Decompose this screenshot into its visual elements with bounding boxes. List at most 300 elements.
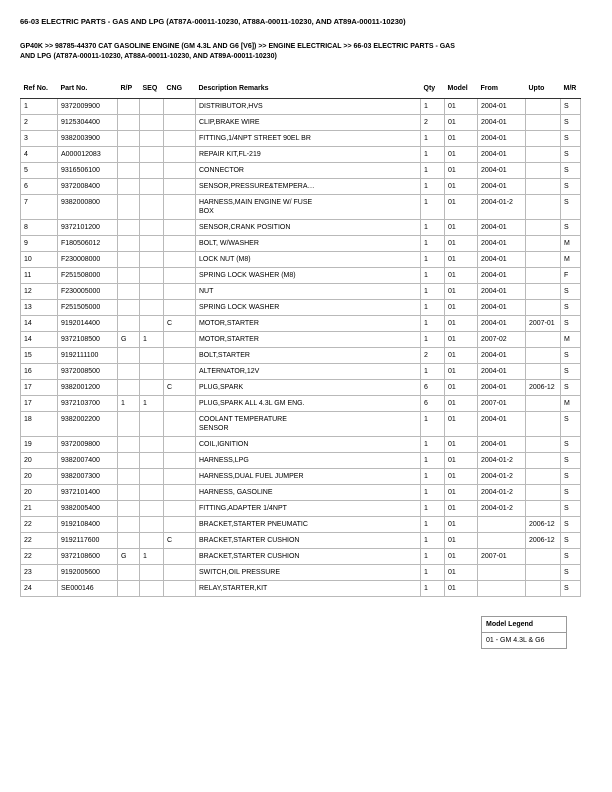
cell-description [196,581,421,597]
cell-qty: 1 [421,437,445,453]
cell-seq [140,501,164,517]
description-text: COIL,IGNITION [199,441,249,448]
cell-model: 01 [445,268,478,284]
cell-rp [118,268,140,284]
description-text: FITTING,1/4NPT STREET 90EL BR [199,135,311,142]
description-text: BRACKET,STARTER CUSHION [199,553,300,560]
cell-seq [140,348,164,364]
cell-upto [526,268,561,284]
cell-from: 2004-01 [478,316,526,332]
description-text: CLIP,BRAKE WIRE [199,119,260,126]
cell-rp [118,284,140,300]
description-text: LOCK NUT (M8) [199,256,251,263]
cell-description [196,252,421,268]
cell-from: 2004-01 [478,236,526,252]
column-header-upto: Upto [526,81,561,99]
table-row [21,348,581,364]
cell-qty: 1 [421,517,445,533]
cell-seq [140,469,164,485]
cell-seq [140,147,164,163]
table-row [21,517,581,533]
cell-from: 2007-02 [478,332,526,348]
cell-cng [164,364,196,380]
cell-cng [164,469,196,485]
cell-mr: S [561,517,581,533]
cell-part-no: 9372101400 [58,485,118,501]
cell-qty: 2 [421,115,445,131]
cell-model: 01 [445,163,478,179]
table-row [21,236,581,252]
cell-ref-no: 20 [21,453,58,469]
cell-model: 01 [445,220,478,236]
cell-qty: 1 [421,501,445,517]
cell-rp [118,236,140,252]
cell-upto [526,485,561,501]
cell-part-no: 9372108600 [58,549,118,565]
cell-model: 01 [445,147,478,163]
table-row [21,220,581,236]
parts-table-body [21,99,581,597]
cell-rp [118,348,140,364]
description-text: HARNESS,MAIN ENGINE W/ FUSE BOX [199,199,313,215]
cell-qty: 1 [421,236,445,252]
cell-qty: 1 [421,533,445,549]
column-header-seq: SEQ [140,81,164,99]
cell-qty: 1 [421,549,445,565]
column-header-qty: Qty [421,81,445,99]
cell-ref-no: 4 [21,147,58,163]
description-text: SWITCH,OIL PRESSURE [199,569,281,576]
cell-qty: 1 [421,565,445,581]
cell-seq [140,268,164,284]
cell-model: 01 [445,469,478,485]
cell-ref-no: 20 [21,469,58,485]
cell-model: 01 [445,412,478,437]
cell-part-no: SE000146 [58,581,118,597]
column-header-from: From [478,81,526,99]
cell-description [196,453,421,469]
cell-from: 2004-01 [478,380,526,396]
cell-upto [526,396,561,412]
cell-cng [164,453,196,469]
cell-cng [164,252,196,268]
cell-model: 01 [445,115,478,131]
cell-rp [118,380,140,396]
cell-seq [140,581,164,597]
description-text: RELAY,STARTER,KIT [199,585,268,592]
cell-qty: 1 [421,220,445,236]
cell-description [196,533,421,549]
cell-model: 01 [445,179,478,195]
cell-rp [118,485,140,501]
cell-seq [140,533,164,549]
column-header-cng: CNG [164,81,196,99]
table-row [21,268,581,284]
table-row [21,549,581,565]
cell-description [196,332,421,348]
cell-model: 01 [445,348,478,364]
model-legend [481,616,567,649]
cell-from: 2004-01 [478,348,526,364]
description-text: MOTOR,STARTER [199,336,259,343]
cell-description [196,115,421,131]
cell-rp [118,99,140,115]
model-legend-title: Model Legend [482,617,566,633]
cell-cng [164,517,196,533]
cell-model: 01 [445,284,478,300]
cell-mr: F [561,268,581,284]
cell-model: 01 [445,437,478,453]
cell-part-no: 9192117600 [58,533,118,549]
cell-ref-no: 9 [21,236,58,252]
cell-ref-no: 11 [21,268,58,284]
cell-model: 01 [445,501,478,517]
cell-rp: 1 [118,396,140,412]
column-header-ref-no: Ref No. [21,81,58,99]
cell-mr: S [561,163,581,179]
cell-rp [118,517,140,533]
cell-mr: S [561,437,581,453]
cell-mr: S [561,565,581,581]
description-text: BOLT,STARTER [199,352,250,359]
table-row [21,163,581,179]
cell-mr: S [561,316,581,332]
cell-qty: 1 [421,485,445,501]
description-text: DISTRIBUTOR,HVS [199,103,263,110]
cell-model: 01 [445,485,478,501]
cell-seq [140,517,164,533]
cell-cng: C [164,533,196,549]
cell-upto [526,437,561,453]
cell-cng [164,437,196,453]
cell-qty: 6 [421,396,445,412]
cell-upto: 2006-12 [526,533,561,549]
description-text: BOLT, W/WASHER [199,240,259,247]
cell-from: 2004-01 [478,284,526,300]
cell-mr: S [561,412,581,437]
cell-model: 01 [445,453,478,469]
table-row [21,252,581,268]
cell-upto [526,220,561,236]
cell-description [196,163,421,179]
cell-model: 01 [445,549,478,565]
cell-description [196,469,421,485]
table-row [21,565,581,581]
cell-part-no: F230005000 [58,284,118,300]
cell-model: 01 [445,380,478,396]
cell-upto [526,364,561,380]
cell-mr: M [561,236,581,252]
cell-seq [140,380,164,396]
cell-cng [164,549,196,565]
cell-cng [164,501,196,517]
breadcrumb-line-2: AND LPG (AT87A-00011-10230, AT88A-00011-10230, AND AT89A-00011-10230) [20,53,277,60]
cell-description [196,437,421,453]
cell-model: 01 [445,131,478,147]
cell-rp [118,412,140,437]
cell-from: 2007-01 [478,396,526,412]
cell-rp [118,533,140,549]
cell-part-no: F251508000 [58,268,118,284]
cell-seq: 1 [140,549,164,565]
cell-upto [526,549,561,565]
table-row [21,316,581,332]
cell-rp [118,115,140,131]
description-text: HARNESS,DUAL FUEL JUMPER [199,473,304,480]
cell-upto [526,501,561,517]
cell-part-no: F251505000 [58,300,118,316]
cell-mr: S [561,549,581,565]
cell-mr: S [561,380,581,396]
cell-part-no: 9382000800 [58,195,118,220]
column-header-m-r: M/R [561,81,581,99]
cell-upto [526,332,561,348]
cell-description [196,380,421,396]
cell-mr: S [561,348,581,364]
cell-qty: 1 [421,268,445,284]
cell-model: 01 [445,195,478,220]
cell-description [196,284,421,300]
table-row [21,115,581,131]
cell-description [196,517,421,533]
cell-cng: C [164,380,196,396]
cell-mr: S [561,115,581,131]
cell-from: 2004-01 [478,131,526,147]
cell-from: 2004-01 [478,115,526,131]
cell-ref-no: 17 [21,396,58,412]
description-text: REPAIR KIT,FL-219 [199,151,261,158]
cell-part-no: A000012083 [58,147,118,163]
description-text: MOTOR,STARTER [199,320,259,327]
table-row [21,501,581,517]
cell-part-no: 9372108500 [58,332,118,348]
description-text: ALTERNATOR,12V [199,368,260,375]
cell-upto [526,115,561,131]
cell-mr: S [561,364,581,380]
cell-mr: S [561,99,581,115]
cell-from: 2004-01 [478,364,526,380]
cell-mr: M [561,252,581,268]
cell-seq: 1 [140,332,164,348]
cell-ref-no: 7 [21,195,58,220]
cell-description [196,268,421,284]
cell-qty: 1 [421,147,445,163]
cell-cng [164,115,196,131]
cell-ref-no: 16 [21,364,58,380]
cell-ref-no: 20 [21,485,58,501]
description-text: PLUG,SPARK [199,384,244,391]
table-row [21,131,581,147]
cell-seq [140,179,164,195]
cell-ref-no: 13 [21,300,58,316]
cell-ref-no: 5 [21,163,58,179]
cell-seq [140,316,164,332]
description-text: CONNECTOR [199,167,244,174]
cell-part-no: 9372008400 [58,179,118,195]
description-text: HARNESS, GASOLINE [199,489,273,496]
cell-cng [164,220,196,236]
cell-from: 2004-01 [478,268,526,284]
cell-qty: 1 [421,284,445,300]
cell-qty: 1 [421,252,445,268]
cell-qty: 1 [421,195,445,220]
cell-ref-no: 14 [21,316,58,332]
column-header-part-no: Part No. [58,81,118,99]
cell-qty: 1 [421,364,445,380]
cell-description [196,348,421,364]
cell-cng [164,268,196,284]
cell-seq: 1 [140,396,164,412]
cell-ref-no: 22 [21,549,58,565]
cell-mr: S [561,195,581,220]
cell-description [196,364,421,380]
cell-ref-no: 8 [21,220,58,236]
table-row [21,284,581,300]
cell-description [196,220,421,236]
description-text: SPRING LOCK WASHER (M8) [199,272,296,279]
table-row [21,469,581,485]
table-row [21,147,581,163]
cell-seq [140,115,164,131]
cell-rp [118,316,140,332]
cell-model: 01 [445,236,478,252]
cell-qty: 1 [421,316,445,332]
table-row [21,437,581,453]
cell-ref-no: 1 [21,99,58,115]
cell-ref-no: 2 [21,115,58,131]
cell-rp [118,453,140,469]
description-text: BRACKET,STARTER CUSHION [199,537,300,544]
cell-ref-no: 24 [21,581,58,597]
cell-rp [118,195,140,220]
cell-cng [164,332,196,348]
cell-part-no: 9382007300 [58,469,118,485]
cell-from [478,581,526,597]
cell-from: 2004-01 [478,163,526,179]
cell-upto [526,131,561,147]
cell-upto [526,469,561,485]
description-text: SPRING LOCK WASHER [199,304,280,311]
cell-rp [118,163,140,179]
cell-qty: 1 [421,469,445,485]
cell-description [196,485,421,501]
cell-rp: G [118,332,140,348]
cell-mr: S [561,469,581,485]
cell-part-no: F180506012 [58,236,118,252]
cell-upto [526,581,561,597]
cell-part-no: 9316506100 [58,163,118,179]
table-row [21,485,581,501]
cell-qty: 1 [421,581,445,597]
cell-seq [140,252,164,268]
cell-description [196,236,421,252]
cell-from: 2004-01-2 [478,195,526,220]
cell-qty: 1 [421,300,445,316]
cell-model: 01 [445,99,478,115]
cell-from: 2004-01-2 [478,485,526,501]
cell-ref-no: 10 [21,252,58,268]
cell-model: 01 [445,396,478,412]
table-row [21,533,581,549]
cell-model: 01 [445,332,478,348]
cell-cng: C [164,316,196,332]
cell-seq [140,99,164,115]
table-row [21,179,581,195]
cell-from: 2004-01 [478,412,526,437]
cell-qty: 6 [421,380,445,396]
breadcrumb-line-1: GP40K >> 98785-44370 CAT GASOLINE ENGINE (GM 4.3L AND G6 [V6]) >> ENGINE ELECTRICAL >> 66-03 ELECTRIC PARTS - GAS [20,43,455,50]
cell-rp [118,565,140,581]
cell-mr: M [561,332,581,348]
parts-table [20,81,581,597]
cell-qty: 1 [421,179,445,195]
cell-upto [526,284,561,300]
cell-cng [164,179,196,195]
cell-qty: 1 [421,163,445,179]
cell-model: 01 [445,316,478,332]
table-row [21,396,581,412]
cell-from: 2004-01 [478,147,526,163]
cell-upto [526,348,561,364]
cell-seq [140,485,164,501]
cell-ref-no: 12 [21,284,58,300]
cell-cng [164,131,196,147]
cell-qty: 1 [421,99,445,115]
cell-description [196,565,421,581]
table-row [21,195,581,220]
cell-seq [140,163,164,179]
description-text: SENSOR,CRANK POSITION [199,224,291,231]
table-row [21,300,581,316]
cell-description [196,549,421,565]
cell-description [196,300,421,316]
cell-part-no: 9125304400 [58,115,118,131]
cell-ref-no: 22 [21,533,58,549]
cell-part-no: 9372101200 [58,220,118,236]
cell-description [196,501,421,517]
cell-cng [164,99,196,115]
cell-upto [526,195,561,220]
cell-model: 01 [445,517,478,533]
cell-ref-no: 14 [21,332,58,348]
cell-description [196,179,421,195]
description-text: SENSOR,PRESSURE&TEMPERA… [199,183,315,190]
cell-cng [164,147,196,163]
cell-qty: 2 [421,348,445,364]
cell-model: 01 [445,565,478,581]
cell-upto: 2007-01 [526,316,561,332]
cell-seq [140,300,164,316]
column-header-description-remarks: Description Remarks [196,81,421,99]
cell-mr: S [561,147,581,163]
cell-seq [140,453,164,469]
cell-from: 2004-01 [478,179,526,195]
table-row [21,332,581,348]
cell-qty: 1 [421,453,445,469]
cell-part-no: 9372008500 [58,364,118,380]
cell-from [478,565,526,581]
cell-rp: G [118,549,140,565]
cell-cng [164,236,196,252]
cell-ref-no: 22 [21,517,58,533]
description-text: BRACKET,STARTER PNEUMATIC [199,521,308,528]
cell-part-no: 9372103700 [58,396,118,412]
cell-seq [140,236,164,252]
cell-part-no: 9192111100 [58,348,118,364]
cell-upto: 2006-12 [526,380,561,396]
cell-mr: S [561,300,581,316]
column-header-r-p: R/P [118,81,140,99]
